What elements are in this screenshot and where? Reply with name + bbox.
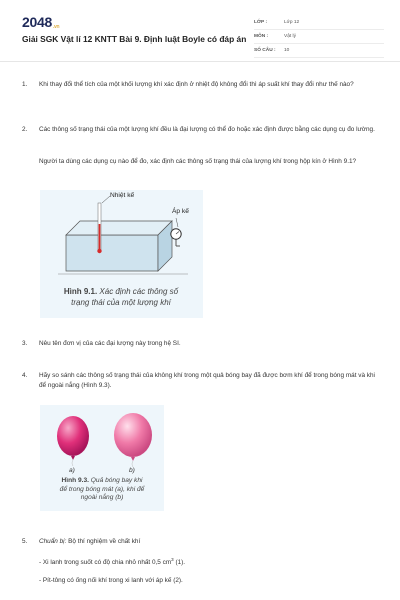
caption-text-line2: trạng thái của một lượng khí xyxy=(71,298,171,307)
question-text xyxy=(39,537,379,547)
meta-key: MÔN : xyxy=(254,34,269,39)
question-text: Nêu tên đơn vị của các đại lượng này trong hệ SI. xyxy=(39,340,181,347)
caption-text-line2: để trong bóng mát (a), khi để xyxy=(59,485,145,493)
meta-row-subject xyxy=(254,30,384,44)
meta-row-count xyxy=(254,44,384,58)
equipment-item-1-text: - Xi lanh trong suốt có độ chia nhỏ nhất 0,5 cm xyxy=(39,559,172,567)
thermometer-label: Nhiệt kế xyxy=(110,192,135,199)
question-text: Khi thay đổi thể tích của một khối lượng khí xác định ở nhiệt độ không đổi thì áp suất khí thay đổi như thế nào? xyxy=(39,81,354,88)
figure-9-1-caption xyxy=(46,286,196,308)
meta-key: SỐ CÂU : xyxy=(254,48,276,53)
question-5-body: Bộ thí nghiệm về chất khí xyxy=(66,538,141,545)
question-2-paragraph: Người ta dùng các dụng cụ nào để đo, xác định các thông số trạng thái của lượng khí trong hộp kín ở Hình 9.1? xyxy=(39,158,357,165)
equipment-item-1-tail: (1). xyxy=(173,559,186,567)
caption-text-line3: ngoài nắng (b) xyxy=(80,494,124,502)
caption-label: Hình 9.3. xyxy=(61,477,89,484)
figure-9-1 xyxy=(40,190,203,318)
figure-9-3-caption xyxy=(44,477,160,503)
meta-value: 10 xyxy=(284,48,290,53)
question-5-label: Chuẩn bị: xyxy=(39,538,67,545)
gauge-label: Áp kế xyxy=(172,208,189,215)
caption-label: Hình 9.1. xyxy=(63,287,98,296)
meta-value: Vật lý xyxy=(284,34,296,39)
figure-9-1-illustration xyxy=(40,190,203,278)
figure-9-3 xyxy=(40,405,164,511)
balloon-a xyxy=(57,416,89,466)
document-title: Giải SGK Vật lí 12 KNTT Bài 9. Định luật Boyle có đáp án xyxy=(22,34,247,44)
question-text: Hãy so sánh các thông số trạng thái của không khí trong một quả bóng bay đã được bơm khí để trong bóng mát và khi để ngoài nắng (Hình 9.3). xyxy=(39,372,375,389)
meta-row-class xyxy=(254,16,384,30)
balloon-b xyxy=(114,413,152,467)
question-number: 4. xyxy=(22,372,28,379)
site-logo[interactable]: 2048.vn xyxy=(22,14,60,30)
meta-panel xyxy=(254,16,384,58)
caption-text-line1: Xác định các thông số xyxy=(97,287,179,296)
question-text: Các thông số trạng thái của một lượng khí đều là đại lượng có thể đo hoặc xác định được bằng các dụng cụ đo lường. xyxy=(39,126,375,133)
balloon-a-label: a) xyxy=(69,467,75,474)
equipment-item-1 xyxy=(39,557,185,566)
equipment-item-1-sup: 3 xyxy=(171,557,174,562)
balloon-b-label: b) xyxy=(129,467,135,474)
equipment-item-2: - Pít-tông có ống nối khí trong xi lanh với áp kế (2). xyxy=(39,577,183,584)
question-number: 3. xyxy=(22,340,28,347)
figure-9-3-illustration xyxy=(40,405,164,467)
page-header xyxy=(0,0,400,62)
caption-text-line1: Quả bóng bay khi xyxy=(88,477,143,484)
question-number: 5. xyxy=(22,538,28,545)
meta-key: LỚP : xyxy=(254,20,268,25)
question-number: 2. xyxy=(22,126,28,133)
meta-value: Lớp 12 xyxy=(284,20,300,25)
question-number: 1. xyxy=(22,81,28,88)
